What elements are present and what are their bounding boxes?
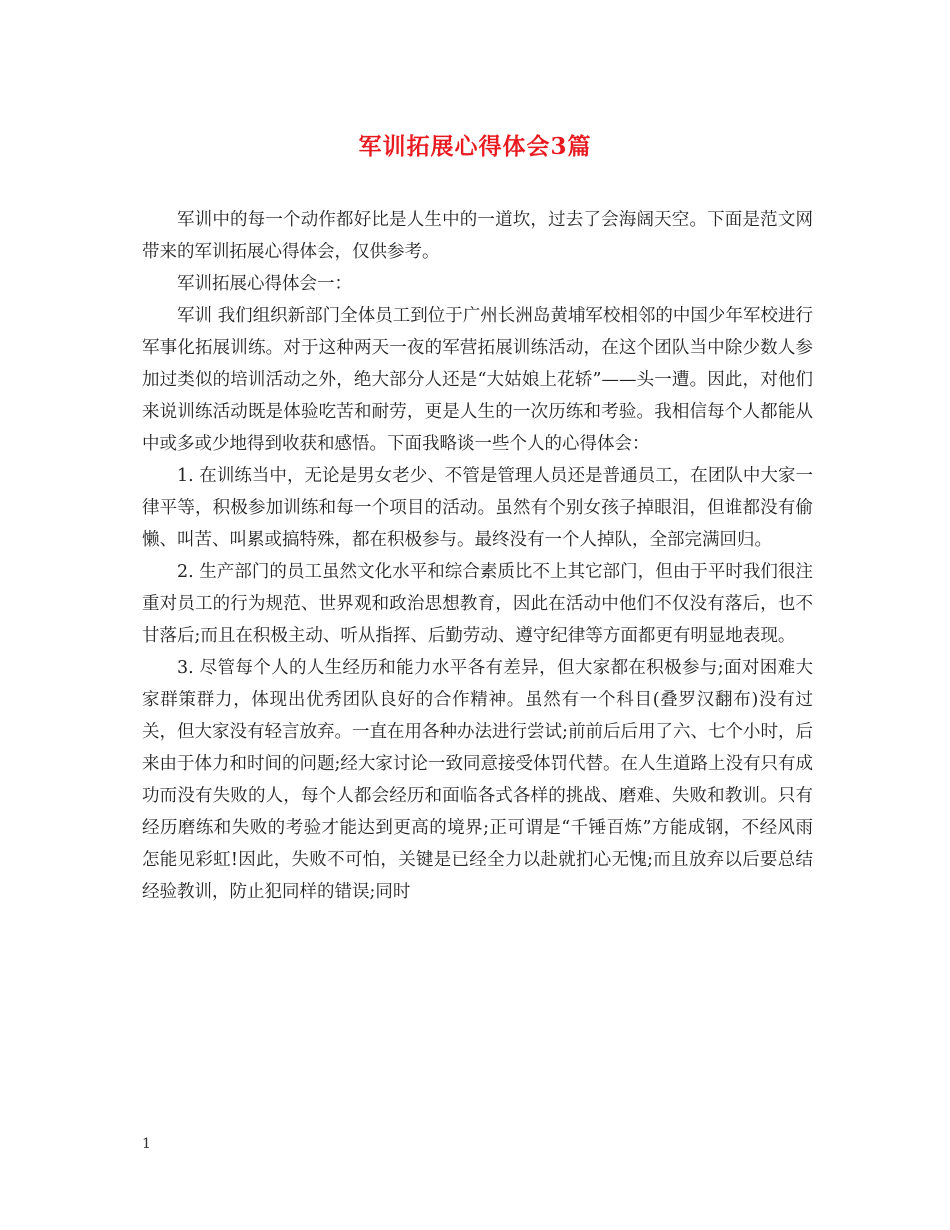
- document-body: [142, 204, 813, 908]
- page-number: 1: [142, 1136, 151, 1152]
- paragraph-point-1: 1. 在训练当中，无论是男女老少、不管是管理人员还是普通员工，在团队中大家一律平等，积极参加训练和每一个项目的活动。虽然有个别女孩子掉眼泪，但谁都没有偷懒、叫苦、叫累或搞特殊，都在积极参与。最终没有一个人掉队，全部完满回归。: [142, 466, 813, 550]
- document-title: 军训拓展心得体会3篇: [358, 133, 592, 160]
- paragraph-intro: 军训中的每一个动作都好比是人生中的一道坎，过去了会海阔天空。下面是范文网带来的军训拓展心得体会，仅供参考。: [142, 210, 813, 262]
- paragraph-section-heading: 军训拓展心得体会一：: [177, 274, 352, 294]
- paragraph-point-3: 3. 尽管每个人的人生经历和能力水平各有差异，但大家都在积极参与;面对困难大家群策群力，体现出优秀团队良好的合作精神。虽然有一个科目(叠罗汉翻布)没有过关，但大家没有轻言放弃。一直在用各种办法进行尝试;前前后后用了六、七个小时，后来由于体力和时间的问题;经大家讨论一致同意接受体罚代替。在人生道路上没有只有成功而没有失败的人，每个人都会经历和面临各式各样的挑战、磨难、失败和教训。只有经历磨练和失败的考验才能达到更高的境界;正可谓是“千锤百炼”方能成钢，不经风雨怎能见彩虹!因此，失败不可怕，关键是已经全力以赴就扪心无愧;而且放弃以后要总结经验教训，防止犯同样的错误;同时: [142, 658, 813, 902]
- paragraph-point-2: 2. 生产部门的员工虽然文化水平和综合素质比不上其它部门，但由于平时我们很注重对员工的行为规范、世界观和政治思想教育，因此在活动中他们不仅没有落后，也不甘落后;而且在积极主动、听从指挥、后勤劳动、遵守纪律等方面都更有明显地表现。: [142, 562, 813, 646]
- paragraph-main: 军训 我们组织新部门全体员工到位于广州长洲岛黄埔军校相邻的中国少年军校进行军事化拓展训练。对于这种两天一夜的军营拓展训练活动，在这个团队当中除少数人参加过类似的培训活动之外，绝大部分人还是“大姑娘上花轿”——头一遭。因此，对他们来说训练活动既是体验吃苦和耐劳，更是人生的一次历练和考验。我相信每个人都能从中或多或少地得到收获和感悟。下面我略谈一些个人的心得体会：: [142, 306, 813, 454]
